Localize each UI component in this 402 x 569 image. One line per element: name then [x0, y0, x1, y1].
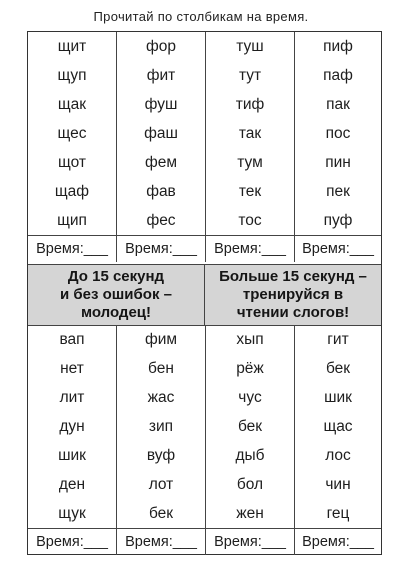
syllable-cell: фуш	[117, 90, 206, 119]
syllable-cell: лит	[28, 383, 117, 412]
syllable-cell: щот	[28, 148, 117, 177]
syllable-cell: тек	[206, 177, 295, 206]
syllable-cell: щес	[28, 119, 117, 148]
syllable-cell: фав	[117, 177, 206, 206]
syllable-cell: фаш	[117, 119, 206, 148]
syllable-cell: фит	[117, 61, 206, 90]
syllable-cell: бол	[206, 470, 295, 499]
worksheet-title: Прочитай по столбикам на время.	[93, 9, 309, 24]
syllable-cell: щук	[28, 499, 117, 528]
syllable-cell: лос	[325, 447, 351, 464]
time-field: Время:___	[28, 235, 117, 262]
syllable-cell: тос	[206, 206, 295, 235]
syllable-cell: жас	[117, 383, 206, 412]
syllable-cell: вуф	[117, 441, 206, 470]
feedback-fast: До 15 секунд и без ошибок – молодец!	[28, 265, 205, 325]
syllable-cell: чус	[206, 383, 295, 412]
time-field: Время:___	[117, 235, 206, 262]
syllable-cell: туш	[206, 32, 295, 61]
syllable-cell: пек	[326, 183, 350, 200]
syllable-cell: зип	[117, 412, 206, 441]
syllable-cell: бек	[206, 412, 295, 441]
syllable-cell: лот	[117, 470, 206, 499]
syllable-cell: фес	[117, 206, 206, 235]
syllable-cell: гит	[327, 331, 349, 348]
time-field: Время:___	[28, 528, 117, 555]
syllable-cell: фем	[117, 148, 206, 177]
syllable-cell: пуф	[323, 212, 353, 229]
time-field: Время:___	[117, 528, 206, 555]
syllable-cell: тум	[206, 148, 295, 177]
syllable-cell: гец	[326, 505, 350, 522]
syllable-cell: дун	[28, 412, 117, 441]
syllable-cell: так	[206, 119, 295, 148]
syllable-cell: жен	[206, 499, 295, 528]
feedback-slow: Больше 15 секунд – тренируйся в чтении слогов!	[219, 268, 367, 321]
syllable-cell: фор	[117, 32, 206, 61]
syllable-cell: вап	[28, 325, 117, 354]
syllable-cell: шик	[324, 389, 352, 406]
syllable-cell: бек	[117, 499, 206, 528]
syllable-cell: щак	[28, 90, 117, 119]
syllable-cell: фим	[117, 325, 206, 354]
syllable-cell: бек	[325, 360, 351, 377]
syllable-cell: щит	[28, 32, 117, 61]
feedback-band	[28, 264, 381, 326]
syllable-cell: бен	[117, 354, 206, 383]
syllable-cell: хып	[206, 325, 295, 354]
syllable-cell: щип	[28, 206, 117, 235]
syllable-cell: ден	[28, 470, 117, 499]
syllable-cell: пос	[325, 125, 351, 142]
syllable-cell: пин	[325, 154, 351, 171]
syllable-cell: щас	[323, 418, 353, 435]
time-field: Время:___	[295, 235, 381, 262]
syllable-cell: щуп	[28, 61, 117, 90]
syllable-cell: тиф	[206, 90, 295, 119]
syllable-cell: дыб	[206, 441, 295, 470]
syllable-cell: тут	[206, 61, 295, 90]
syllable-cell: нет	[28, 354, 117, 383]
syllable-grid-top	[28, 32, 381, 262]
syllable-cell: рёж	[206, 354, 295, 383]
syllable-cell: чин	[325, 476, 351, 493]
time-field: Время:___	[206, 235, 295, 262]
reading-table	[27, 31, 382, 555]
syllable-cell: щаф	[28, 177, 117, 206]
syllable-grid-bottom	[28, 325, 381, 555]
time-field: Время:___	[206, 528, 295, 555]
time-field: Время:___	[295, 528, 381, 555]
syllable-cell: пиф	[323, 38, 353, 55]
syllable-cell: пак	[326, 96, 350, 113]
syllable-cell: шик	[28, 441, 117, 470]
syllable-cell: паф	[323, 67, 353, 84]
